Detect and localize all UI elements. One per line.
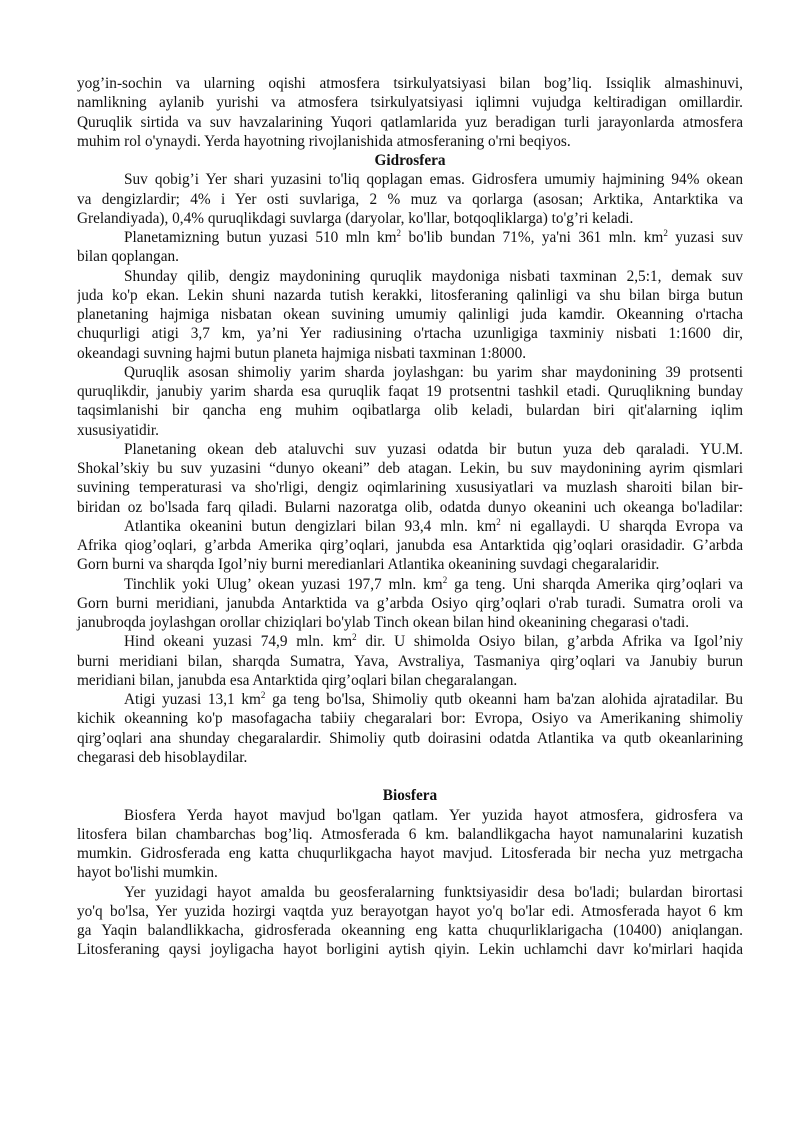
text-line: biridan oz bo'lsada farq qiladi. Bularni nazoratga olib, odatda dunyo okeanini uch okeanga bo'ladilar: xyxy=(77,498,743,516)
text-line: Litosferaning qaysi joyligacha hayot borligini aytish qiyin. Lekin uchlamchi davr ko'mirlari haqida xyxy=(77,941,743,959)
text-run: ni egallaydi. U sharqda Evropa va xyxy=(500,517,743,535)
text-line: yo'q bo'lsa, Yer yuzida hozirgi vaqtda yuz berayotgan hayot yo'q bo'lar edi. Atmosferada hayot 6 km xyxy=(77,902,743,920)
text-line xyxy=(77,632,743,651)
text-line: bilan qoplangan. xyxy=(77,248,179,266)
text-line: planetaning hajmiga nisbatan okean suvining umumiy qalinligi juda kamdir. Okeanning o'rtacha xyxy=(77,306,743,323)
text-line: Biosfera Yerda hayot mavjud bo'lgan qatlam. Yer yuzida hayot atmosfera, gidrosfera va xyxy=(124,806,743,824)
text-line: Shokal’skiy bu suv yuzasini “dunyo okeani” deb atagan. Lekin, bu suv maydonining ayrim qismlari xyxy=(77,460,743,477)
text-line: Quruqlik asosan shimoliy yarim sharda joylashgan: bu yarim shar maydonining 39 protsenti xyxy=(124,363,743,381)
text-line: chegarasi deb hisoblaydilar. xyxy=(77,748,248,766)
text-line xyxy=(77,228,743,247)
text-line xyxy=(77,517,743,536)
text-line: Gorn burni meridiani, janubda Antarktida va g’arbda Osiyo qirg’oqlari o'rab turadi. Sumatra oroli va xyxy=(77,594,743,612)
text-line: Grelandiyada), 0,4% quruqlikdagi suvlarga (daryolar, ko'llar, botqoqliklarga) to'g’ri keladi. xyxy=(77,209,634,227)
superscript: 2 xyxy=(442,574,448,585)
superscript: 2 xyxy=(496,516,501,527)
section-heading-biosfera: Biosfera xyxy=(382,787,438,805)
text-run: Atlantika okeanini butun dengizlari bilan 93,4 mln. km xyxy=(124,517,497,535)
text-line: va dengizlardir; 4% i Yer osti suvlariga, 2 % muz va qorlarga (asosan; Arktika, Antarktika va xyxy=(77,190,743,208)
text-line: hayot bo'lishi mumkin. xyxy=(77,864,218,882)
text-run: Atigi yuzasi 13,1 km xyxy=(124,691,261,708)
text-run: yuzasi suv xyxy=(667,229,743,246)
superscript: 2 xyxy=(396,228,402,238)
text-line: ga Yaqin balandlikkacha, gidrosferada okeanning eng katta chuqurliklarigacha (10400) aniqlangan. xyxy=(77,922,743,939)
text-line: meridiani bilan, janubda esa Antarktida qirg’oqlari bilan chegaralangan. xyxy=(77,671,518,689)
blank-line xyxy=(77,767,743,786)
text-line xyxy=(77,575,743,594)
text-run: ga teng. Uni sharqda Amerika qirg’oqlari va xyxy=(447,575,743,593)
text-run: Hind okeani yuzasi 74,9 mln. km xyxy=(124,633,353,651)
text-line: muhim rol o'ynaydi. Yerda hayotning rivojlanishida atmosferaning o'rni beqiyos. xyxy=(77,132,571,150)
text-line: xususiyatidir. xyxy=(77,421,160,439)
text-line: chuqurligi atigi 3,7 km, ya’ni Yer radiusining o'rtacha uzunligiga taxminiy nisbati 1:1600 dir, xyxy=(77,325,743,343)
text-line: quruqlikdir, janubiy yarim sharda esa quruqlik faqat 19 protsentni tashkil etadi. Quruqlikning bunday xyxy=(77,383,743,400)
text-line: okeandagi suvning hajmi butun planeta hajmiga nisbati taxminan 1:8000. xyxy=(77,344,527,362)
text-run: Tinchlik yoki Ulug’ okean yuzasi 197,7 mln. km xyxy=(124,575,443,593)
text-line: Yer yuzidagi hayot amalda bu geosferalarning funktsiyasidir desa bo'ladi; bulardan birortasi xyxy=(124,883,743,901)
text-line: litosfera bilan chambarchas bog’liq. Atmosferada 6 km. balandlikgacha hayot namunalarini kuzatish xyxy=(77,825,743,843)
superscript: 2 xyxy=(260,690,266,700)
text-line: namlikning aylanib yurishi va atmosfera tsirkulyatsiyasi iqlimni vujudga keltiradigan omillardir. xyxy=(77,94,743,112)
text-line xyxy=(77,690,743,709)
text-line: Afrika qiog’oqlari, g’arbda Amerika qirg’oqlari, janubda esa Antarktida qig’oqlari orasidadir. G’arbda xyxy=(77,537,743,554)
text-run: dir. U shimolda Osiyo bilan, g’arbda Afrika va Igol’niy xyxy=(356,633,743,651)
text-line: yog’in-sochin va ularning oqishi atmosfera tsirkulyatsiyasi bilan bog’liq. Issiqlik almashinuvi, xyxy=(77,75,743,92)
text-line: burni meridiani bilan, sharqda Sumatra, Yava, Avstraliya, Tasmaniya qirg’oqlari va Janubiy burun xyxy=(77,652,743,670)
text-line: juda ko'p ekan. Lekin shuni nazarda tutish kerakki, litosferaning qalinligi va shu bilan birga butun xyxy=(77,286,743,304)
text-line: janubroqda joylashgan orollar chiziqlari bo'ylab Tinch okean bilan hind okeanining chegarasi o'tadi. xyxy=(77,614,690,631)
text-run: Planetamizning butun yuzasi 510 mln km xyxy=(124,229,397,246)
superscript: 2 xyxy=(663,228,668,238)
text-line: Shunday qilib, dengiz maydonining quruqlik maydoniga nisbati taxminan 2,5:1, demak suv xyxy=(124,267,743,285)
text-line: taqsimlanishi bir qancha eng muhim oqibatlarga olib keladi, bulardan biri qit'alarning iqlim xyxy=(77,402,743,420)
text-line: Suv qobig’i Yer shari yuzasini to'liq qoplagan emas. Gidrosfera umumiy hajmining 94% okean xyxy=(124,171,743,189)
text-line: Gorn burni va sharqda Igol’niy burni meredianlari Atlantika okeanining suvdagi chegaralaridir. xyxy=(77,556,660,574)
superscript: 2 xyxy=(352,632,357,643)
text-line: suvining temperaturasi va sho'rligi, dengiz oqimlarining xususiyatlari va muzlash sharoiti bilan bir- xyxy=(77,479,743,497)
text-run: ga teng bo'lsa, Shimoliy qutb okeanni ham ba'zan alohida ajratadilar. Bu xyxy=(265,691,743,708)
text-line: qirg’oqlari ana shunday chegaralardir. Shimoliy qutb doirasini odatda Atlantika va qutb okeanlarining xyxy=(77,729,743,747)
text-line: Quruqlik sirtida va suv havzalarining Yuqori qatlamlarida yuz beradigan turli jarayonlarda atmosfera xyxy=(77,113,743,131)
text-line: mumkin. Gidrosferada eng katta chuqurlikgacha hayot mavjud. Litosferada bir necha yuz metrgacha xyxy=(77,845,743,862)
text-line: kichik okeanning ko'p masofagacha tabiiy chegaralari bor: Evropa, Osiyo va Amerikaning shimoliy xyxy=(77,710,743,728)
text-run: bo'lib bundan 71%, ya'ni 361 mln. km xyxy=(401,229,664,246)
text-line: Planetaning okean deb ataluvchi suv yuzasi odatda bir butun yuza deb qaraladi. YU.M. xyxy=(124,440,743,458)
section-heading-gidrosfera: Gidrosfera xyxy=(374,152,446,169)
